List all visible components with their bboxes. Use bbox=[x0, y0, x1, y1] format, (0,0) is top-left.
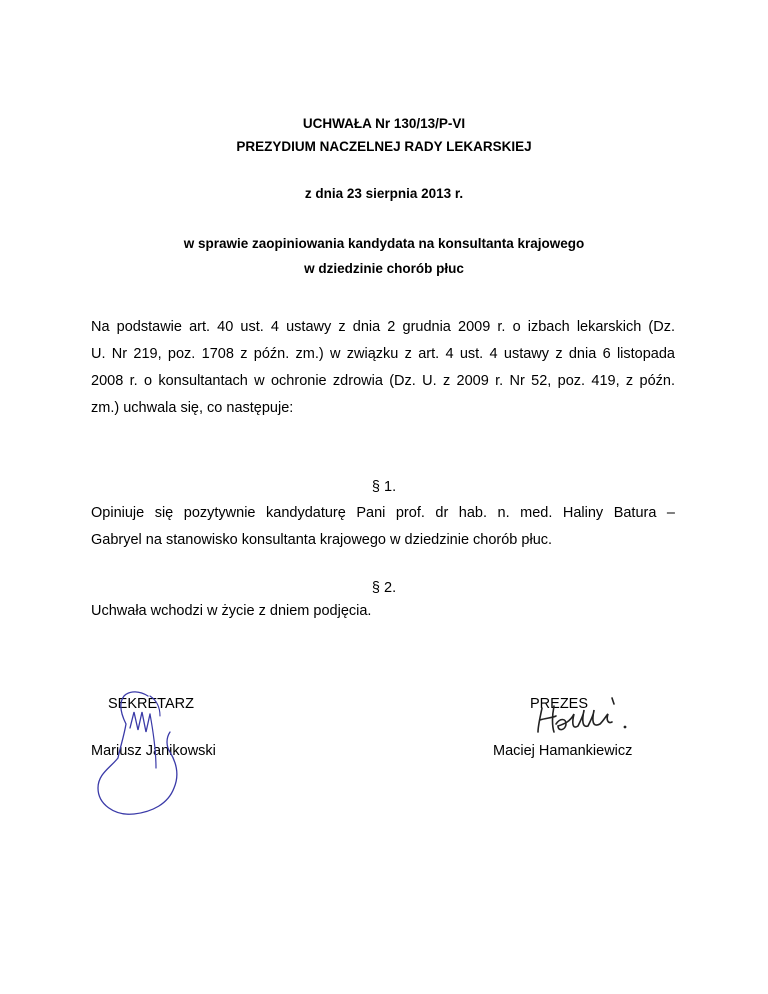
preamble-line2: U. Nr 219, poz. 1708 z późn. zm.) w związku z art. 4 ust. 4 ustawy z dnia 6 listopada bbox=[91, 346, 675, 362]
preamble-line1: Na podstawie art. 40 ust. 4 ustawy z dnia 2 grudnia 2009 r. o izbach lekarskich (Dz. bbox=[91, 319, 675, 335]
secretary-signature bbox=[90, 676, 200, 826]
resolution-number: UCHWAŁA Nr 130/13/P-VI bbox=[302, 116, 466, 131]
resolution-subject-line1: w sprawie zaopiniowania kandydata na konsultanta krajowego bbox=[183, 236, 585, 251]
section1-line1: Opiniuje się pozytywnie kandydaturę Pani prof. dr hab. n. med. Haliny Batura – bbox=[91, 505, 675, 521]
secretary-title: SEKRETARZ bbox=[108, 696, 194, 712]
preamble-line3: 2008 r. o konsultantach w ochronie zdrowia (Dz. U. z 2009 r. Nr 52, poz. 419, z późn. bbox=[91, 373, 675, 389]
section2-heading: § 2. bbox=[371, 580, 397, 596]
president-name: Maciej Hamankiewicz bbox=[493, 743, 633, 759]
resolution-date: z dnia 23 sierpnia 2013 r. bbox=[304, 186, 464, 201]
secretary-name: Mariusz Janikowski bbox=[91, 743, 216, 759]
resolution-subject-line2: w dziedzinie chorób płuc bbox=[304, 261, 464, 276]
issuing-body: PREZYDIUM NACZELNEJ RADY LEKARSKIEJ bbox=[236, 139, 532, 154]
president-signature bbox=[530, 694, 640, 744]
president-title: PREZES bbox=[530, 696, 589, 712]
preamble-line4: zm.) uchwala się, co następuje: bbox=[91, 400, 294, 416]
section1-heading: § 1. bbox=[371, 479, 397, 495]
section2-line1: Uchwała wchodzi w życie z dniem podjęcia. bbox=[91, 603, 372, 619]
section1-line2: Gabryel na stanowisko konsultanta krajowego w dziedzinie chorób płuc. bbox=[91, 532, 553, 548]
